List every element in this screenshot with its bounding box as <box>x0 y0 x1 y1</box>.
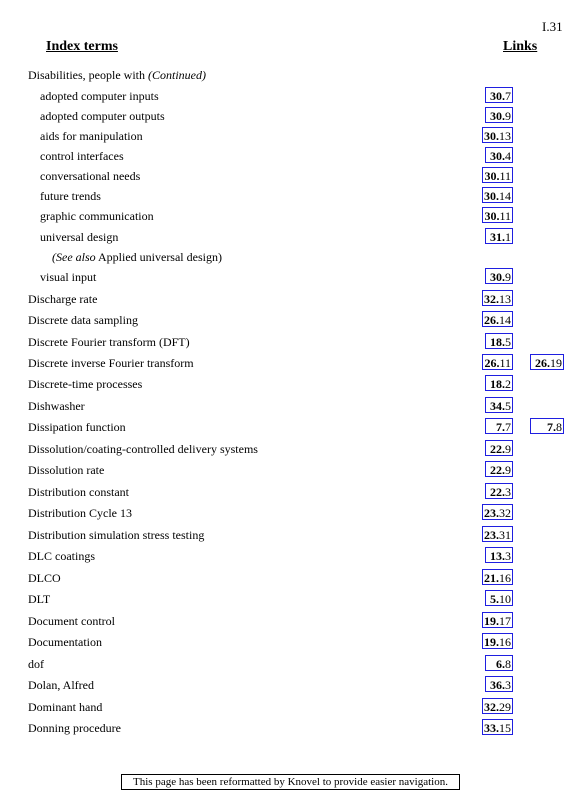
page-link[interactable]: 26.14 <box>484 313 511 327</box>
index-entry-row <box>0 333 581 351</box>
page-link[interactable]: 18.5 <box>485 333 513 349</box>
page-link[interactable]: 7.7 <box>485 418 513 434</box>
index-term: Distribution Cycle 13 <box>28 506 132 520</box>
index-entry-row <box>0 418 581 436</box>
page-number: I.31 <box>542 19 563 34</box>
page-link[interactable]: 18.2 <box>485 375 513 391</box>
index-entry-row <box>0 311 581 329</box>
index-entry-row <box>0 354 581 372</box>
index-entry-row <box>0 547 581 565</box>
page-link[interactable]: 22.9 <box>485 461 513 477</box>
index-term: Discrete inverse Fourier transform <box>28 356 194 370</box>
index-term: Dissipation function <box>28 420 126 434</box>
page-link[interactable]: 21.16 <box>484 571 511 585</box>
index-entry-row <box>0 147 581 165</box>
index-entry-row <box>0 526 581 544</box>
index-term: DLCO <box>28 571 61 585</box>
index-term: Dominant hand <box>28 700 103 714</box>
index-entry-row <box>0 569 581 587</box>
page-link[interactable]: 30.4 <box>485 147 513 163</box>
page-link[interactable]: 13.3 <box>485 547 513 563</box>
page-link[interactable]: 26.19 <box>530 354 564 370</box>
index-term: graphic communication <box>40 209 154 223</box>
page-link[interactable]: 31.1 <box>485 228 513 244</box>
index-term: Donning procedure <box>28 721 121 735</box>
page-link[interactable]: 30.9 <box>485 107 513 123</box>
page-link[interactable]: 33.15 <box>484 721 511 735</box>
index-entry-row <box>0 107 581 125</box>
index-term: Document control <box>28 614 115 628</box>
index-entry-row <box>0 290 581 308</box>
index-entry-row <box>0 207 581 225</box>
index-entry-row <box>0 590 581 608</box>
index-entry-row <box>0 504 581 522</box>
index-term: Discrete data sampling <box>28 313 138 327</box>
index-term: aids for manipulation <box>40 129 143 143</box>
index-entry-row <box>0 248 581 266</box>
page-link[interactable]: 5.10 <box>485 590 513 606</box>
page-link[interactable]: 36.3 <box>485 676 513 692</box>
index-term: control interfaces <box>40 149 124 163</box>
index-term: Dolan, Alfred <box>28 678 94 692</box>
index-term: Dissolution rate <box>28 463 105 477</box>
page-link[interactable]: 23.31 <box>484 528 511 542</box>
index-entry-row <box>0 87 581 105</box>
links-header: Links <box>503 39 538 54</box>
index-term: Documentation <box>28 635 102 649</box>
page-link[interactable]: 19.16 <box>484 635 511 649</box>
index-term: conversational needs <box>40 169 141 183</box>
page-link[interactable]: 30.14 <box>484 189 511 203</box>
index-entry-row <box>0 612 581 630</box>
index-term: universal design <box>40 230 119 244</box>
index-entry-row <box>0 66 581 84</box>
page-link[interactable]: 22.3 <box>485 483 513 499</box>
page-link[interactable]: 22.9 <box>485 440 513 456</box>
index-term: dof <box>28 657 44 671</box>
index-entry-row <box>0 698 581 716</box>
index-terms-header: Index terms <box>46 39 118 54</box>
page-link[interactable]: 23.32 <box>484 506 511 520</box>
index-term: Distribution constant <box>28 485 129 499</box>
page-link[interactable]: 32.29 <box>484 700 511 714</box>
index-term: Discrete-time processes <box>28 377 143 391</box>
page-link[interactable]: 6.8 <box>485 655 513 671</box>
index-term: (See also Applied universal design) <box>52 250 222 264</box>
index-term: Discrete Fourier transform (DFT) <box>28 335 190 349</box>
index-term: Dishwasher <box>28 399 85 413</box>
index-term: Distribution simulation stress testing <box>28 528 205 542</box>
knovel-footer-note: This page has been reformatted by Knovel to provide easier navigation. <box>121 774 460 790</box>
index-term: Discharge rate <box>28 292 98 306</box>
index-term: visual input <box>40 270 97 284</box>
index-entry-row <box>0 440 581 458</box>
page-link[interactable]: 30.9 <box>485 268 513 284</box>
page-link[interactable]: 32.13 <box>484 292 511 306</box>
page-link[interactable]: 30.11 <box>484 169 511 183</box>
index-entry-row <box>0 719 581 737</box>
index-entry-row <box>0 268 581 286</box>
index-term: DLT <box>28 592 51 606</box>
index-entry-row <box>0 655 581 673</box>
index-entry-row <box>0 167 581 185</box>
index-entry-row <box>0 483 581 501</box>
index-term: DLC coatings <box>28 549 95 563</box>
index-entry-row <box>0 397 581 415</box>
page-link[interactable]: 19.17 <box>484 614 511 628</box>
page-link[interactable]: 30.11 <box>484 209 511 223</box>
page-link[interactable]: 34.5 <box>485 397 513 413</box>
index-entry-row <box>0 187 581 205</box>
index-term: future trends <box>40 189 101 203</box>
index-entry-row <box>0 228 581 246</box>
index-entry-row <box>0 676 581 694</box>
index-entry-row <box>0 375 581 393</box>
index-term: Dissolution/coating-controlled delivery systems <box>28 442 258 456</box>
index-term: adopted computer inputs <box>40 89 159 103</box>
index-entry-row <box>0 461 581 479</box>
page-link[interactable]: 30.13 <box>484 129 511 143</box>
index-entry-row <box>0 633 581 651</box>
page-link[interactable]: 7.8 <box>530 418 564 434</box>
page-link[interactable]: 30.7 <box>485 87 513 103</box>
index-term: Disabilities, people with (Continued) <box>28 68 206 82</box>
page-link[interactable]: 26.11 <box>484 356 511 370</box>
index-term: adopted computer outputs <box>40 109 165 123</box>
index-entry-row <box>0 127 581 145</box>
